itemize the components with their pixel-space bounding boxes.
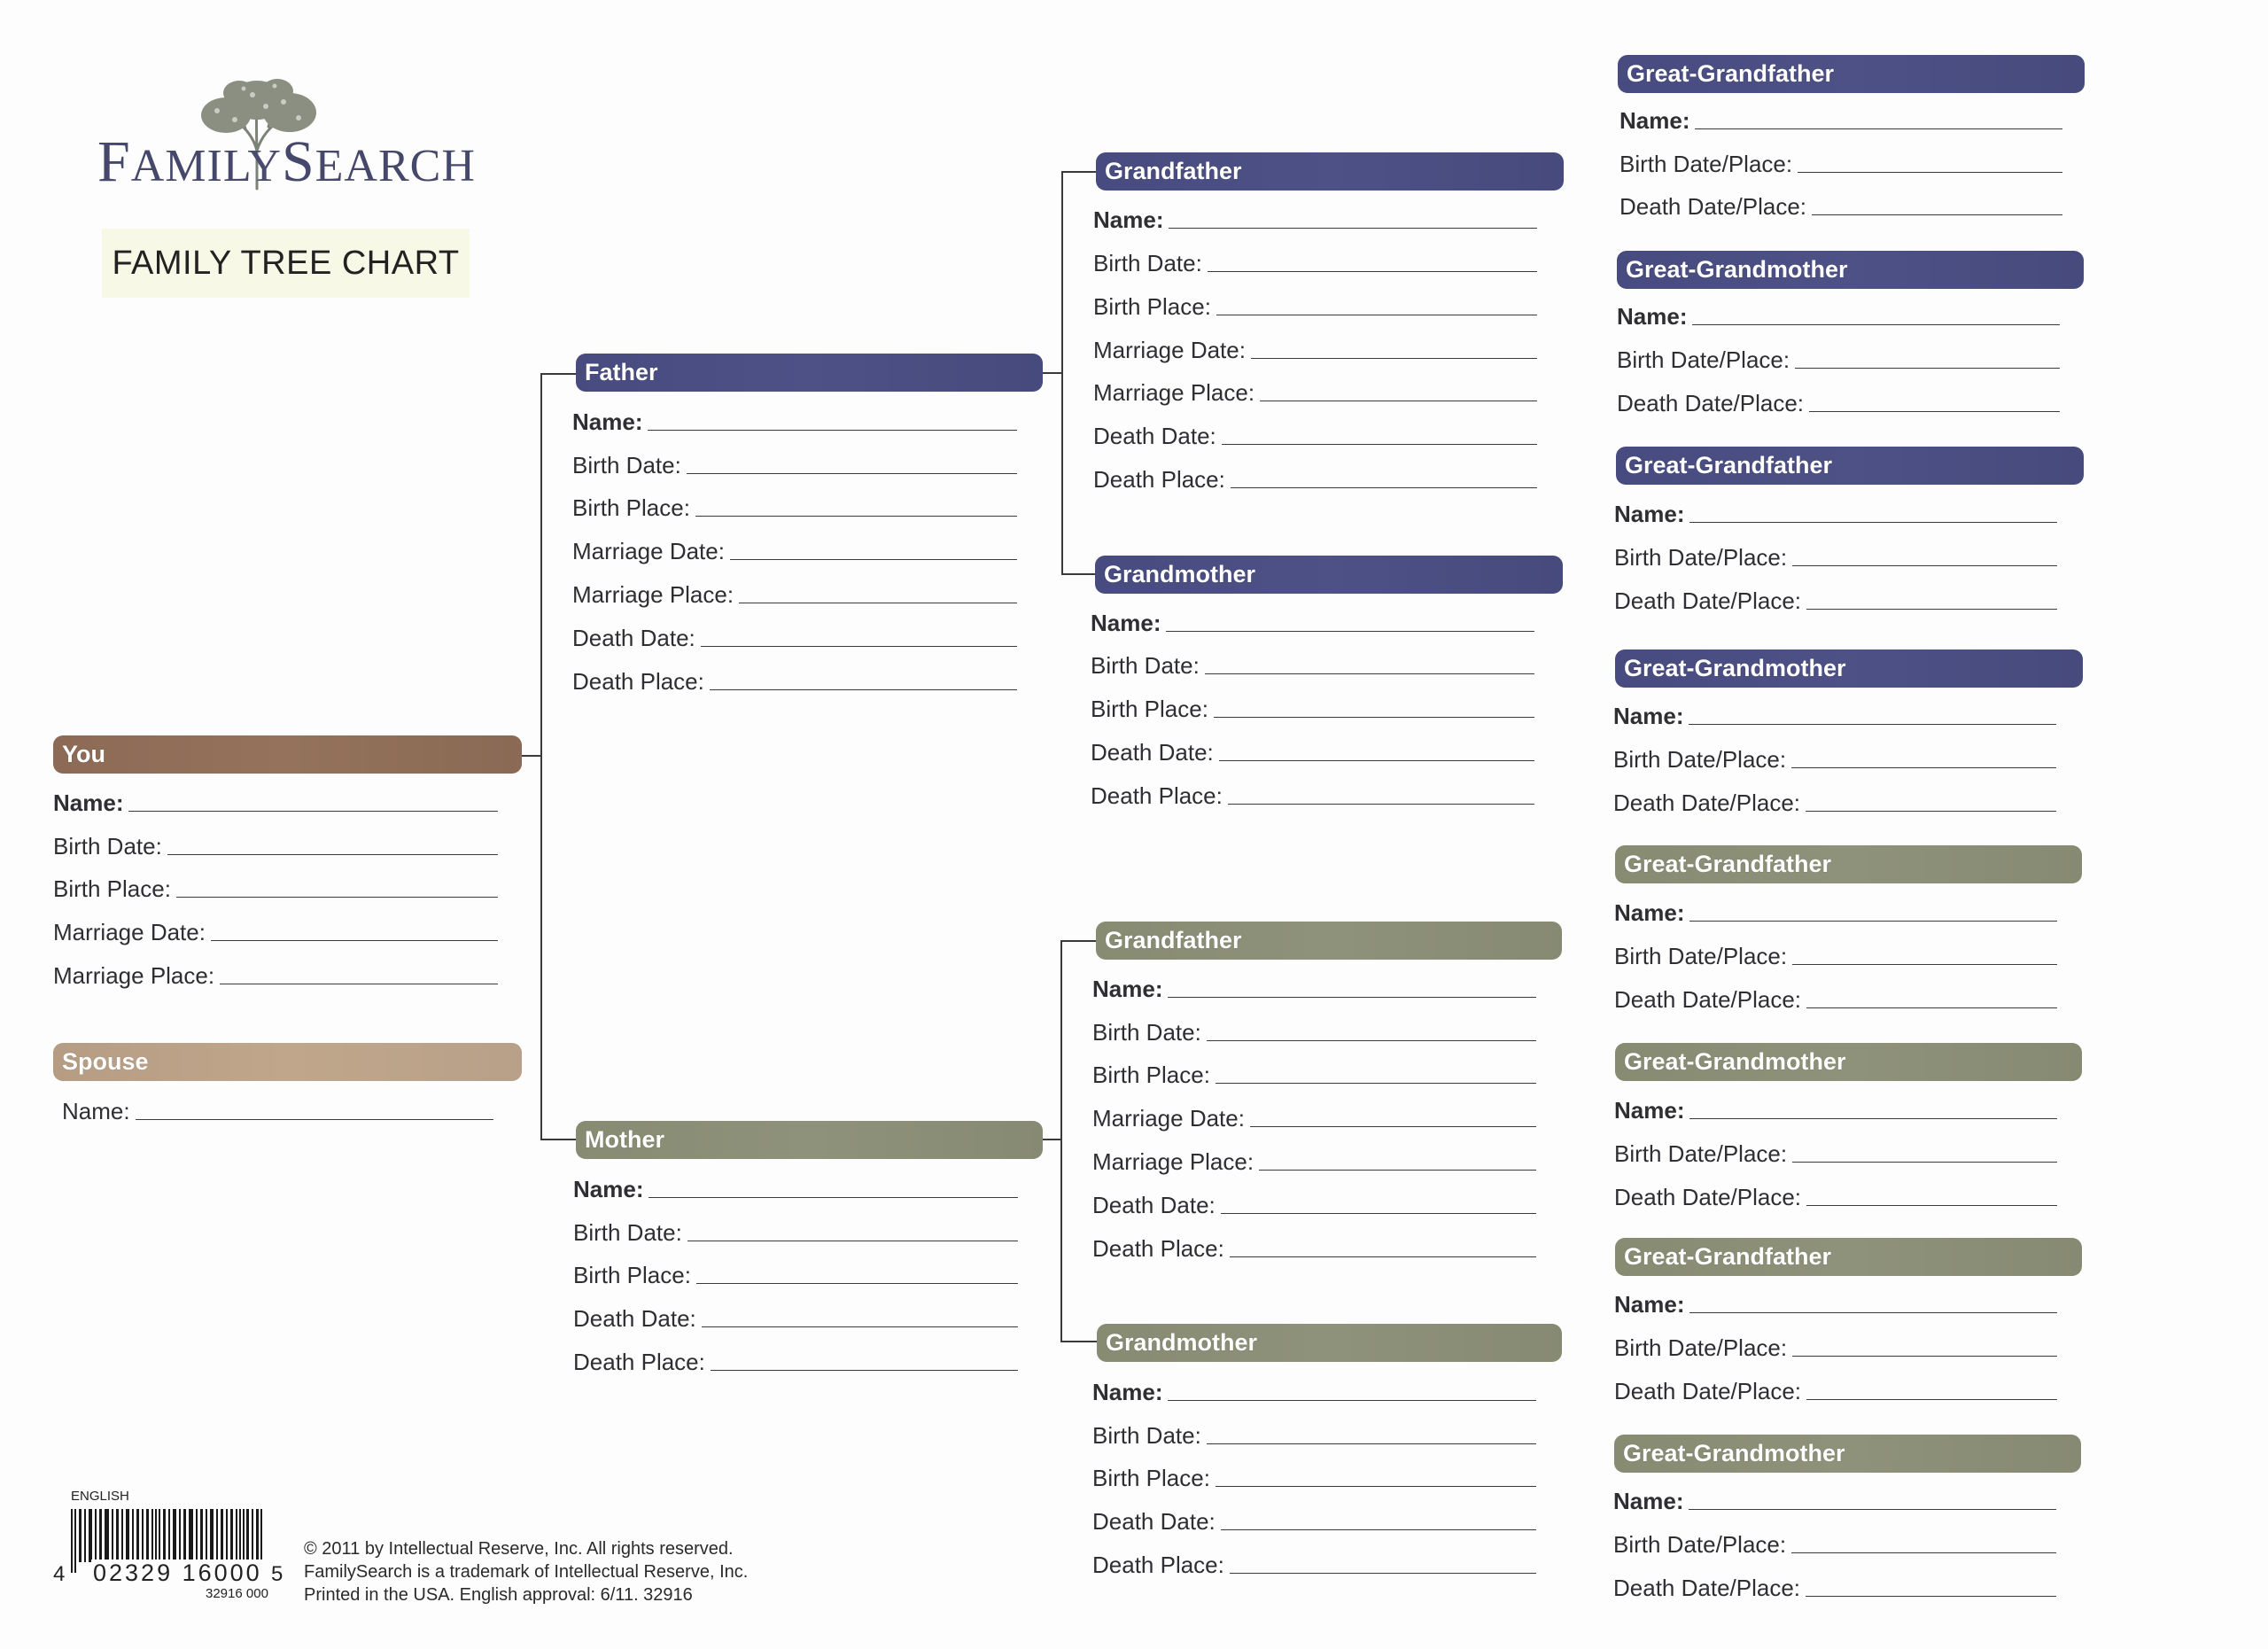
- maternal-grandfather-death-date-field[interactable]: [1092, 1189, 1536, 1219]
- great-grandmother-4-birth-field[interactable]: [1613, 743, 2056, 774]
- maternal-grandfather-header: [1096, 922, 1562, 960]
- input-line[interactable]: [730, 559, 1017, 560]
- field-label: Marriage Place:: [53, 962, 215, 989]
- father-header: [576, 354, 1043, 392]
- input-line[interactable]: [1168, 997, 1536, 998]
- field-label: Death Date:: [1091, 739, 1214, 766]
- connector-maternal-grandfather: [1060, 940, 1098, 942]
- you-birth-place-field[interactable]: [53, 873, 498, 903]
- paternal-grandmother-death-date-field[interactable]: [1091, 736, 1534, 766]
- great-grandfather-1-death-field[interactable]: [1619, 191, 2062, 221]
- connector-father: [540, 373, 578, 375]
- field-label: Death Date:: [1092, 1508, 1216, 1535]
- maternal-grandmother-death-date-field[interactable]: [1092, 1505, 1536, 1536]
- barcode-left-digit: 4: [53, 1562, 66, 1586]
- great-grandparent-header-label: Great-Grandfather: [1624, 1243, 1832, 1270]
- great-grandfather-7-name-field[interactable]: [1614, 1288, 2057, 1318]
- mother-header: [576, 1121, 1043, 1159]
- great-grandmother-2-name-field[interactable]: [1617, 300, 2060, 331]
- spouse-header: [53, 1043, 522, 1081]
- input-line[interactable]: [1792, 1162, 2057, 1163]
- paternal-grandmother-birth-place-field[interactable]: [1091, 693, 1534, 723]
- great-grandfather-3-birth-field[interactable]: [1614, 541, 2057, 572]
- mother-birth-date-field[interactable]: [573, 1217, 1018, 1247]
- field-label: Marriage Place:: [572, 581, 734, 608]
- you-name-field[interactable]: [53, 787, 498, 817]
- printed-line: Printed in the USA. English approval: 6/11. 32916: [304, 1585, 693, 1605]
- input-line[interactable]: [1230, 1573, 1536, 1574]
- field-label: Birth Date/Place:: [1614, 943, 1788, 969]
- mother-header-label: Mother: [585, 1126, 664, 1153]
- field-label: Birth Date/Place:: [1614, 544, 1788, 571]
- field-label: Birth Place:: [1093, 293, 1211, 320]
- input-line[interactable]: [649, 1197, 1018, 1198]
- field-label: Name:: [1093, 206, 1164, 233]
- barcode-digits: 02329 16000: [93, 1560, 262, 1586]
- input-line[interactable]: [1791, 1552, 2056, 1553]
- great-grandfather-1-header: [1618, 55, 2085, 93]
- paternal-grandfather-birth-place-field[interactable]: [1093, 291, 1537, 321]
- input-line[interactable]: [1207, 1040, 1536, 1041]
- great-grandparent-header-label: Great-Grandfather: [1624, 851, 1832, 877]
- input-line[interactable]: [1812, 214, 2062, 215]
- input-line[interactable]: [1169, 228, 1537, 229]
- connector-you: [521, 755, 541, 757]
- connector-paternal-gp-vertical: [1061, 171, 1063, 575]
- maternal-grandmother-header: [1097, 1324, 1562, 1362]
- maternal-grandmother-birth-place-field[interactable]: [1092, 1462, 1536, 1492]
- mother-death-place-field[interactable]: [573, 1346, 1018, 1376]
- great-grandmother-8-name-field[interactable]: [1613, 1485, 2056, 1515]
- language-label: ENGLISH: [71, 1489, 129, 1504]
- great-grandparent-header-label: Great-Grandmother: [1624, 1048, 1846, 1075]
- connector-parents-vertical: [540, 373, 542, 1140]
- input-line[interactable]: [1695, 128, 2062, 129]
- input-line[interactable]: [696, 1283, 1018, 1284]
- father-name-field[interactable]: [572, 406, 1017, 436]
- maternal-grandfather-marriage-place-field[interactable]: [1092, 1146, 1536, 1176]
- father-birth-date-field[interactable]: [572, 449, 1017, 479]
- input-line[interactable]: [1791, 767, 2056, 768]
- input-line[interactable]: [1798, 172, 2062, 173]
- father-death-date-field[interactable]: [572, 622, 1017, 652]
- connector-mother: [540, 1139, 578, 1140]
- input-line[interactable]: [1250, 1126, 1536, 1127]
- paternal-grandfather-marriage-date-field[interactable]: [1093, 334, 1537, 364]
- great-grandfather-3-header: [1616, 447, 2084, 485]
- field-label: Death Date/Place:: [1619, 193, 1807, 220]
- barcode-right-digit: 5: [271, 1562, 284, 1586]
- great-grandparent-header-label: Great-Grandmother: [1623, 1440, 1845, 1466]
- input-line[interactable]: [1216, 1486, 1536, 1487]
- spouse-header-label: Spouse: [62, 1048, 149, 1075]
- input-line[interactable]: [1806, 609, 2057, 610]
- great-grandfather-5-birth-field[interactable]: [1614, 940, 2057, 970]
- input-line[interactable]: [1221, 1529, 1536, 1530]
- trademark-line: FamilySearch is a trademark of Intellectual Reserve, Inc.: [304, 1562, 749, 1582]
- input-line[interactable]: [1692, 324, 2060, 325]
- great-grandfather-7-header: [1615, 1238, 2082, 1276]
- paternal-grandfather-name-field[interactable]: [1093, 204, 1537, 234]
- great-grandmother-4-name-field[interactable]: [1613, 700, 2056, 730]
- field-label: Name:: [1092, 976, 1163, 1002]
- field-label: Birth Place:: [53, 875, 171, 902]
- paternal-grandfather-death-place-field[interactable]: [1093, 463, 1537, 494]
- great-grandfather-7-birth-field[interactable]: [1614, 1332, 2057, 1362]
- great-grandparent-header-label: Great-Grandfather: [1625, 452, 1833, 478]
- maternal-grandmother-death-place-field[interactable]: [1092, 1549, 1536, 1579]
- great-grandmother-4-header: [1615, 649, 2083, 688]
- field-label: Name:: [53, 789, 124, 816]
- input-line[interactable]: [1806, 1007, 2057, 1008]
- field-label: Name:: [1619, 107, 1690, 134]
- father-marriage-place-field[interactable]: [572, 579, 1017, 609]
- field-label: Marriage Place:: [1093, 379, 1255, 406]
- maternal-grandfather-marriage-date-field[interactable]: [1092, 1102, 1536, 1132]
- great-grandmother-2-birth-field[interactable]: [1617, 344, 2060, 374]
- field-label: Birth Date:: [1093, 250, 1202, 276]
- maternal-grandfather-death-place-field[interactable]: [1092, 1233, 1536, 1263]
- input-line[interactable]: [1207, 1443, 1536, 1444]
- great-grandparent-header-label: Great-Grandfather: [1627, 60, 1835, 87]
- input-line[interactable]: [167, 854, 498, 855]
- field-label: Name:: [572, 408, 643, 435]
- input-line[interactable]: [710, 689, 1017, 690]
- connector-maternal-grandmother: [1060, 1341, 1098, 1342]
- connector-maternal-gp-vertical: [1060, 940, 1062, 1342]
- input-line[interactable]: [1809, 411, 2060, 412]
- field-label: Death Date/Place:: [1614, 1184, 1802, 1210]
- input-line[interactable]: [1689, 724, 2056, 725]
- field-label: Birth Date:: [1092, 1019, 1201, 1046]
- input-line[interactable]: [1792, 964, 2057, 965]
- input-line[interactable]: [1689, 522, 2057, 523]
- field-label: Name:: [62, 1098, 130, 1124]
- great-grandmother-6-header: [1615, 1043, 2082, 1081]
- paternal-grandmother-death-place-field[interactable]: [1091, 780, 1534, 810]
- field-label: Birth Place:: [572, 494, 690, 521]
- you-birth-date-field[interactable]: [53, 830, 498, 860]
- great-grandmother-8-birth-field[interactable]: [1613, 1528, 2056, 1559]
- input-line[interactable]: [1689, 1509, 2056, 1510]
- great-grandmother-8-header: [1614, 1435, 2081, 1473]
- field-label: Birth Date:: [1092, 1422, 1201, 1449]
- spouse-name-field[interactable]: [62, 1095, 493, 1125]
- field-label: Marriage Date:: [572, 538, 725, 564]
- field-label: Death Date/Place:: [1614, 1378, 1802, 1404]
- input-line[interactable]: [1219, 760, 1534, 761]
- chart-title-box: [102, 229, 470, 298]
- field-label: Birth Date/Place:: [1613, 746, 1787, 773]
- familysearch-logo: FAMILYSEARCH: [97, 129, 476, 194]
- maternal-grandmother-name-field[interactable]: [1092, 1376, 1536, 1406]
- input-line[interactable]: [128, 811, 498, 812]
- connector-paternal-grandmother: [1061, 573, 1098, 575]
- great-grandfather-5-death-field[interactable]: [1614, 984, 2057, 1014]
- input-line[interactable]: [701, 646, 1017, 647]
- field-label: Marriage Date:: [1093, 337, 1246, 363]
- maternal-grandfather-name-field[interactable]: [1092, 973, 1536, 1003]
- field-label: Death Date:: [1092, 1192, 1216, 1218]
- field-label: Birth Date/Place:: [1617, 346, 1790, 373]
- great-grandparent-header-label: Great-Grandmother: [1626, 256, 1848, 283]
- field-label: Birth Date/Place:: [1613, 1531, 1787, 1558]
- you-marriage-place-field[interactable]: [53, 960, 498, 990]
- paternal-grandfather-death-date-field[interactable]: [1093, 420, 1537, 450]
- grandparent-header-label: Grandfather: [1105, 158, 1242, 184]
- great-grandfather-7-death-field[interactable]: [1614, 1375, 2057, 1405]
- maternal-grandmother-birth-date-field[interactable]: [1092, 1420, 1536, 1450]
- input-line[interactable]: [1228, 804, 1534, 805]
- field-label: Death Date:: [573, 1305, 696, 1332]
- great-grandparent-header-label: Great-Grandmother: [1624, 655, 1846, 681]
- field-label: Birth Date/Place:: [1614, 1140, 1788, 1167]
- field-label: Birth Date/Place:: [1619, 151, 1793, 177]
- input-line[interactable]: [1222, 444, 1537, 445]
- input-line[interactable]: [1689, 1118, 2057, 1119]
- great-grandfather-3-death-field[interactable]: [1614, 585, 2057, 615]
- input-line[interactable]: [1259, 1170, 1536, 1171]
- input-line[interactable]: [1689, 1312, 2057, 1313]
- great-grandmother-6-birth-field[interactable]: [1614, 1138, 2057, 1168]
- input-line[interactable]: [1251, 358, 1537, 359]
- paternal-grandfather-birth-date-field[interactable]: [1093, 247, 1537, 277]
- field-label: Name:: [1614, 899, 1685, 926]
- grandparent-header-label: Grandfather: [1105, 927, 1242, 953]
- item-number: 32916 000: [206, 1586, 268, 1601]
- field-label: Marriage Place:: [1092, 1148, 1254, 1175]
- field-label: Death Date:: [572, 625, 695, 651]
- field-label: Death Date/Place:: [1617, 390, 1805, 416]
- paternal-grandmother-birth-date-field[interactable]: [1091, 649, 1534, 680]
- father-header-label: Father: [585, 359, 658, 385]
- great-grandmother-6-name-field[interactable]: [1614, 1094, 2057, 1124]
- input-line[interactable]: [1806, 1205, 2057, 1206]
- field-label: Death Date:: [1093, 423, 1216, 449]
- input-line[interactable]: [1216, 1083, 1536, 1084]
- father-birth-place-field[interactable]: [572, 492, 1017, 522]
- field-label: Birth Place:: [1092, 1062, 1210, 1088]
- mother-birth-place-field[interactable]: [573, 1259, 1018, 1289]
- input-line[interactable]: [1214, 717, 1534, 718]
- paternal-grandmother-header: [1095, 556, 1563, 594]
- field-label: Birth Date:: [1091, 652, 1200, 679]
- chart-title: FAMILY TREE CHART: [112, 244, 460, 282]
- field-label: Name:: [1091, 610, 1161, 636]
- input-line[interactable]: [136, 1119, 493, 1120]
- field-label: Birth Date:: [573, 1219, 682, 1246]
- input-line[interactable]: [1168, 1400, 1536, 1401]
- input-line[interactable]: [1208, 271, 1537, 272]
- maternal-grandfather-birth-date-field[interactable]: [1092, 1016, 1536, 1046]
- field-label: Marriage Date:: [1092, 1105, 1245, 1132]
- input-line[interactable]: [1221, 1213, 1536, 1214]
- input-line[interactable]: [1792, 565, 2057, 566]
- input-line[interactable]: [1792, 1356, 2057, 1357]
- mother-death-date-field[interactable]: [573, 1303, 1018, 1333]
- mother-name-field[interactable]: [573, 1173, 1018, 1203]
- connector-mother-out: [1042, 1139, 1061, 1140]
- input-line[interactable]: [648, 430, 1017, 431]
- field-label: Death Place:: [573, 1349, 705, 1375]
- you-header: [53, 735, 522, 774]
- input-line[interactable]: [695, 516, 1017, 517]
- field-label: Birth Place:: [573, 1262, 691, 1288]
- great-grandfather-1-birth-field[interactable]: [1619, 148, 2062, 178]
- great-grandfather-5-name-field[interactable]: [1614, 897, 2057, 927]
- field-label: Birth Place:: [1092, 1465, 1210, 1491]
- field-label: Death Date/Place:: [1613, 789, 1801, 816]
- field-label: Birth Date:: [53, 833, 162, 860]
- input-line[interactable]: [1806, 1399, 2057, 1400]
- input-line[interactable]: [687, 473, 1017, 474]
- father-death-place-field[interactable]: [572, 665, 1017, 696]
- maternal-grandfather-birth-place-field[interactable]: [1092, 1059, 1536, 1089]
- great-grandmother-4-death-field[interactable]: [1613, 787, 2056, 817]
- input-line[interactable]: [1795, 368, 2060, 369]
- input-line[interactable]: [1689, 921, 2057, 922]
- field-label: Birth Date/Place:: [1614, 1334, 1788, 1361]
- great-grandfather-3-name-field[interactable]: [1614, 498, 2057, 528]
- field-label: Death Place:: [1092, 1235, 1224, 1262]
- field-label: Name:: [1092, 1379, 1163, 1405]
- great-grandfather-1-name-field[interactable]: [1619, 105, 2062, 135]
- field-label: Death Place:: [1091, 782, 1223, 809]
- paternal-grandfather-marriage-place-field[interactable]: [1093, 377, 1537, 407]
- grandparent-header-label: Grandmother: [1106, 1329, 1258, 1356]
- input-line[interactable]: [211, 940, 498, 941]
- field-label: Death Place:: [572, 668, 704, 695]
- field-label: Birth Date:: [572, 452, 681, 478]
- field-label: Name:: [1614, 1291, 1685, 1318]
- field-label: Birth Place:: [1091, 696, 1208, 722]
- you-marriage-date-field[interactable]: [53, 916, 498, 946]
- input-line[interactable]: [702, 1326, 1018, 1327]
- field-label: Name:: [1614, 1097, 1685, 1124]
- field-label: Death Date/Place:: [1613, 1575, 1801, 1601]
- field-label: Death Date/Place:: [1614, 986, 1802, 1013]
- great-grandfather-5-header: [1615, 845, 2082, 883]
- great-grandmother-2-death-field[interactable]: [1617, 387, 2060, 417]
- field-label: Name:: [1617, 303, 1688, 330]
- field-label: Name:: [1613, 1488, 1684, 1514]
- great-grandmother-8-death-field[interactable]: [1613, 1572, 2056, 1602]
- input-line[interactable]: [176, 897, 498, 898]
- paternal-grandfather-header: [1096, 152, 1564, 191]
- copyright-line: © 2011 by Intellectual Reserve, Inc. All rights reserved.: [304, 1539, 734, 1559]
- field-label: Death Date/Place:: [1614, 587, 1802, 614]
- grandparent-header-label: Grandmother: [1104, 561, 1256, 587]
- input-line[interactable]: [1806, 811, 2056, 812]
- field-label: Name:: [1613, 703, 1684, 729]
- field-label: Name:: [1614, 501, 1685, 527]
- great-grandmother-2-header: [1617, 251, 2084, 289]
- input-line[interactable]: [711, 1370, 1018, 1371]
- field-label: Marriage Date:: [53, 919, 206, 945]
- input-line[interactable]: [1231, 487, 1537, 488]
- field-label: Death Place:: [1093, 466, 1225, 493]
- copyright-block: [304, 1537, 748, 1606]
- connector-father-out: [1042, 372, 1061, 374]
- input-line[interactable]: [1806, 1596, 2056, 1597]
- connector-paternal-grandfather: [1061, 171, 1098, 173]
- input-line[interactable]: [1166, 631, 1534, 632]
- field-label: Death Place:: [1092, 1552, 1224, 1578]
- field-label: Name:: [573, 1176, 644, 1202]
- paternal-grandmother-name-field[interactable]: [1091, 607, 1534, 637]
- input-line[interactable]: [1230, 1256, 1536, 1257]
- input-line[interactable]: [1205, 673, 1534, 674]
- father-marriage-date-field[interactable]: [572, 535, 1017, 565]
- you-header-label: You: [62, 741, 105, 767]
- great-grandmother-6-death-field[interactable]: [1614, 1181, 2057, 1211]
